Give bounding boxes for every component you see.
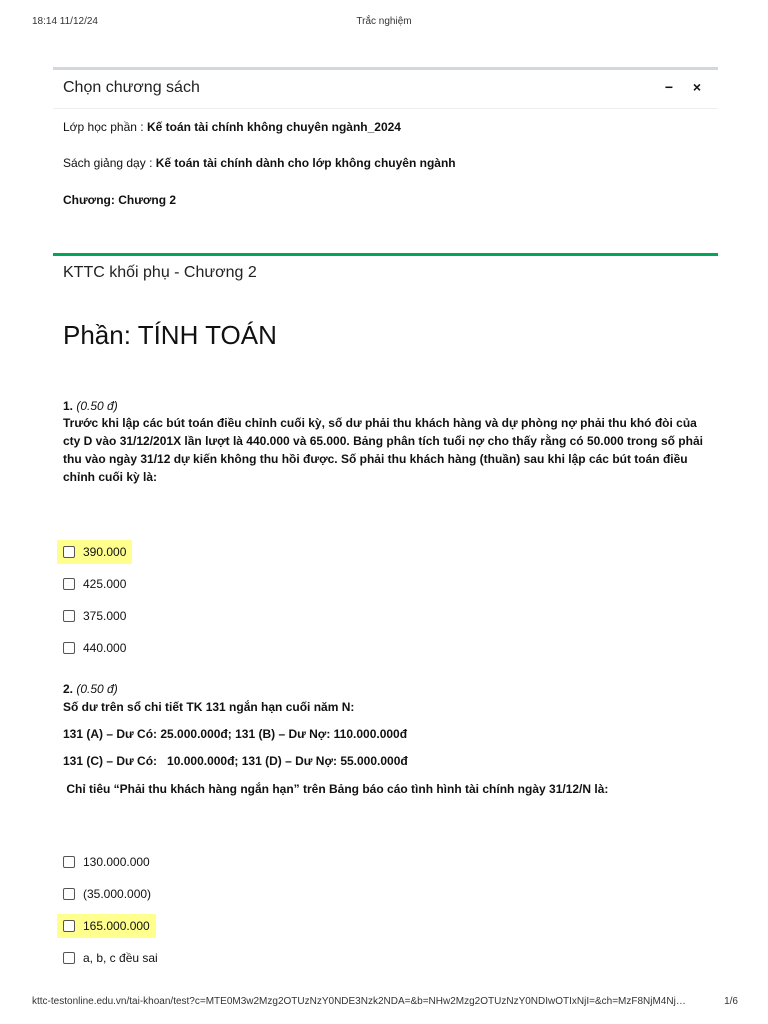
q1-option-3[interactable] bbox=[57, 604, 132, 628]
q1-option-2-label: 425.000 bbox=[83, 577, 127, 591]
q1-option-1-label: 390.000 bbox=[83, 545, 127, 559]
quiz-title: KTTC khối phụ - Chương 2 bbox=[63, 264, 257, 281]
print-footer bbox=[0, 996, 768, 1012]
q1-option-4-label: 440.000 bbox=[83, 641, 127, 655]
class-info bbox=[63, 120, 401, 134]
chapter-panel-title: Chọn chương sách bbox=[63, 79, 200, 96]
class-value: Kế toán tài chính không chuyên ngành_2024 bbox=[146, 120, 401, 134]
book-label: Sách giảng dạy : bbox=[63, 156, 156, 170]
q2-option-1-label: 130.000.000 bbox=[83, 855, 150, 869]
chapter-panel bbox=[53, 67, 718, 217]
question-2-number bbox=[63, 682, 118, 696]
minimize-button[interactable]: − bbox=[664, 79, 674, 95]
print-header bbox=[0, 16, 768, 32]
question-1-number bbox=[63, 399, 118, 413]
checkbox[interactable] bbox=[63, 546, 75, 558]
page-number: 1/6 bbox=[724, 996, 738, 1007]
q1-option-3-label: 375.000 bbox=[83, 609, 127, 623]
q2-option-3[interactable] bbox=[57, 914, 156, 938]
q1-option-2[interactable] bbox=[57, 572, 132, 596]
checkbox[interactable] bbox=[63, 888, 75, 900]
section-title: Phần: TÍNH TOÁN bbox=[63, 320, 277, 350]
question-1-index: 1. bbox=[63, 399, 74, 413]
q2-option-3-label: 165.000.000 bbox=[83, 919, 150, 933]
question-2-line-1: Số dư trên sổ chi tiết TK 131 ngắn hạn cuối năm N: bbox=[63, 700, 355, 714]
checkbox[interactable] bbox=[63, 578, 75, 590]
quiz-panel bbox=[53, 253, 718, 983]
question-2-line-2: 131 (A) – Dư Có: 25.000.000đ; 131 (B) – Dư Nợ: 110.000.000đ bbox=[63, 727, 408, 741]
checkbox[interactable] bbox=[63, 642, 75, 654]
q2-option-1[interactable] bbox=[57, 850, 156, 874]
checkbox[interactable] bbox=[63, 920, 75, 932]
print-doc-title: Trắc nghiệm bbox=[356, 16, 412, 27]
class-label: Lớp học phần : bbox=[63, 120, 147, 134]
close-button[interactable]: × bbox=[692, 79, 702, 95]
q2-option-4[interactable] bbox=[57, 946, 164, 970]
q1-option-1[interactable] bbox=[57, 540, 132, 564]
q1-option-4[interactable] bbox=[57, 636, 132, 660]
checkbox[interactable] bbox=[63, 856, 75, 868]
question-2-line-3: 131 (C) – Dư Có: 10.000.000đ; 131 (D) – Dư Nợ: 55.000.000đ bbox=[63, 754, 408, 768]
q2-option-4-label: a, b, c đều sai bbox=[83, 951, 158, 965]
question-2-points: (0.50 đ) bbox=[76, 682, 118, 696]
chapter-panel-header bbox=[53, 70, 718, 109]
panel-tools bbox=[662, 79, 704, 95]
question-1-points: (0.50 đ) bbox=[76, 399, 118, 413]
q2-option-2-label: (35.000.000) bbox=[83, 887, 152, 901]
page-url: kttc-testonline.edu.vn/tai-khoan/test?c=MTE0M3w2Mzg2OTUzNzY0NDE3Nzk2NDA=&b=NHw2Mzg2OTUzNzY0NDIwOTIxNjI=&ch=MzF8NjM4Nj… bbox=[32, 996, 686, 1007]
book-value: Kế toán tài chính dành cho lớp không chuyên ngành bbox=[155, 156, 456, 170]
print-datetime: 18:14 11/12/24 bbox=[32, 16, 98, 27]
question-1-text: Trước khi lập các bút toán điều chỉnh cuối kỳ, số dư phải thu khách hàng và dự phòng nợ phải thu khó đòi của cty D vào 31/12/201X lần lượt là 440.000 và 65.000. Bảng phân tích tuổi nợ cho thấy rằng có 50.000 trong số phải thu vào ngày 31/12 dự kiến không thu hồi được. Số phải thu khách hàng (thuần) sau khi lập các bút toán điều chỉnh cuối kỳ là: bbox=[63, 416, 703, 484]
checkbox[interactable] bbox=[63, 952, 75, 964]
chapter-text: Chương: Chương 2 bbox=[63, 193, 177, 207]
checkbox[interactable] bbox=[63, 610, 75, 622]
chapter-info bbox=[63, 193, 176, 207]
book-info bbox=[63, 156, 456, 170]
question-2-line-4: Chỉ tiêu “Phải thu khách hàng ngắn hạn” trên Bảng báo cáo tình hình tài chính ngày 31/12/N là: bbox=[63, 782, 609, 796]
q2-option-2[interactable] bbox=[57, 882, 157, 906]
question-2-index: 2. bbox=[63, 682, 74, 696]
